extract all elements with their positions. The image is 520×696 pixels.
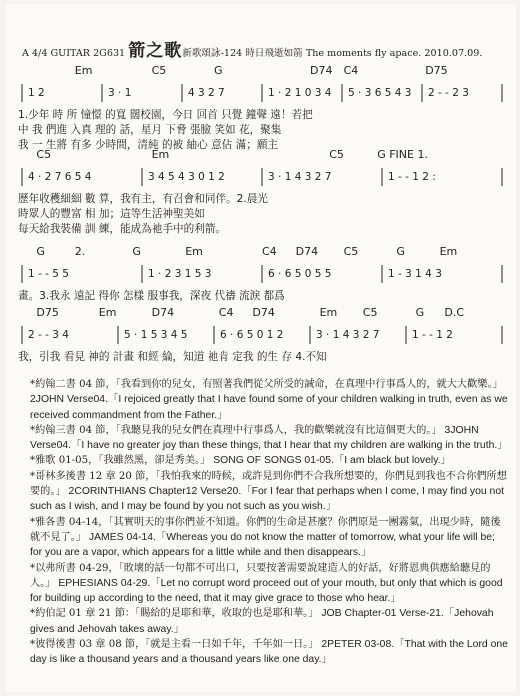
chord-symbol: G	[36, 245, 45, 258]
chord-symbol: G FINE 1.	[377, 148, 428, 161]
reference-chinese: *以弗所書 04-29，「敗壞的話一句都不可出口，只要按著需要說建造人的好話，好將恩典供應給聽見的人。」	[30, 562, 491, 589]
chord-symbol: Em	[185, 245, 203, 258]
song-title: 箭之歌	[128, 41, 183, 61]
measure-notes: 3 · 1 4 3 2 7	[268, 171, 332, 183]
measure-notes: 4 · 2 7 6 5 4	[28, 171, 92, 183]
reference-chinese: *約翰二書 04 節，「我看到你的兒女，有照著我們從父所受的誡命，在真理中行事爲人的，就大大歡樂。」	[30, 379, 503, 390]
chord-symbol: C4	[218, 306, 234, 319]
chord-symbol: D74	[295, 245, 319, 258]
measure-notes: 6 · 6 5 0 1 2	[220, 329, 284, 341]
reference-item	[30, 515, 508, 561]
reference-english: SONG OF SONGS 01-05.「I am black but lovely.」	[210, 455, 451, 467]
chord-symbol: D74	[151, 306, 175, 319]
lyric-line: 時眾人的豐富 相 加；這等生活神聖美如	[18, 208, 205, 220]
chord-symbol: 2.	[74, 245, 86, 258]
measure-notes: 3 · 1	[108, 87, 132, 99]
reference-item	[30, 637, 508, 668]
chord-symbol: D75	[425, 64, 448, 77]
reference-item	[30, 453, 508, 468]
chord-symbol: Em	[439, 245, 458, 258]
reference-item	[30, 377, 508, 423]
chord-symbol: Em	[319, 306, 338, 319]
lyric-line: 1.少年 時 所 憧憬 的寬 闊校園，今日 回首 只覺 鐘聲 遠！若把	[18, 109, 313, 121]
reference-chinese: *雅各書 04-14，「其實明天的事你們並不知道。你們的生命是甚麼？你們原是一團霧氣，出現少時，隨後就不見了。」	[30, 516, 501, 543]
lyric-line: 歷年收穫細細 數 算，我有主，有召會和同伴。2.晨光	[18, 193, 268, 205]
measure-notes: 1 · 2 3 1 5 3	[148, 268, 212, 280]
chord-symbol: C5	[36, 148, 52, 161]
chord-symbol: D75	[36, 306, 59, 319]
measure-notes: 1 - - 1 2 :	[388, 171, 436, 183]
reference-item	[30, 469, 508, 515]
measure-notes: 1 2	[28, 87, 45, 99]
chord-symbol: D74	[252, 306, 275, 319]
reference-chinese: *雅歌 01-05，「我雖然黑，卻是秀美。」	[30, 455, 211, 467]
reference-english: JAMES 04-14.「Whereas you do not know the matter of tomorrow, what your life will be; for you are a vapor, which appears for a little while and then disappears.」	[30, 531, 495, 559]
measure-notes: 5 · 3 6 5 4 3	[348, 87, 412, 99]
chord-symbol: G	[396, 245, 405, 258]
reference-item	[30, 606, 508, 637]
chord-symbol: G	[415, 306, 425, 319]
reference-item	[30, 561, 508, 607]
reference-english: 2CORINTHIANS Chapter12 Verse20.「For I fear that perhaps when I come, I may find you not such as I wish, and I may be found by you not such as you wish.」	[30, 486, 504, 513]
chord-symbol: C5	[362, 306, 378, 319]
lyric-line: 我 一 生將 有多 少時間，清純 的被 紬心 意佔 滿；願主	[18, 139, 279, 151]
measure-notes: 2 - - 2 3	[428, 87, 469, 99]
chord-symbol: C5	[151, 64, 167, 77]
measure-notes: 1 - - 5 5	[28, 268, 69, 280]
reference-english: JOB Chapter-01 Verse-21.「Jehovah gives and Jehovah takes away.」	[30, 608, 494, 635]
chord-symbol: Em	[98, 306, 117, 319]
lyric-line: 我，引我 看見 神的 計畫 和經 綸，知道 祂肯 定我 的生 存 4.不知	[18, 351, 327, 363]
chord-symbol: D.C	[444, 306, 465, 319]
measure-notes: 4 3 2 7	[188, 87, 225, 99]
lyric-line: 畫。3.我永 遠記 得你 怎樣 服事我，深夜 代禱 流淚 都爲	[18, 290, 285, 302]
scripture-references	[30, 377, 508, 668]
reference-english: EPHESIANS 04-29.「Let no corrupt word proceed out of your mouth, but only that which is good for building up according to the need, that it may give grace to those who hear.」	[30, 577, 503, 605]
chord-symbol: C5	[329, 148, 344, 161]
measure-notes: 1 - - 1 2	[412, 329, 453, 341]
reference-english: 2PETER 03-08.「That with the Lord one day is like a thousand years and a thousand years like one day.」	[30, 639, 508, 666]
reference-english: 3JOHN Verse04.「I have no greater joy than these things, that I hear that my children are walking in the truth.」	[30, 424, 508, 452]
measure-notes: 5 · 1 5 3 4 5	[124, 329, 188, 341]
chord-symbol: C4	[262, 245, 277, 258]
measure-notes: 1 - 3 1 4 3	[388, 268, 442, 280]
chord-symbol: G	[214, 64, 223, 77]
measure-notes: 1 · 2 1 0 3 4	[268, 87, 332, 99]
reference-chinese: *約翰三書 04 節，「我聽見我的兒女們在真理中行事爲人，我的歡樂就沒有比這個更大的。」	[30, 424, 442, 436]
chord-symbol: Em	[151, 148, 170, 161]
measure-notes: 3 4 5 4 3 0 1 2	[148, 171, 225, 183]
lyric-line: 每天給我裝備 訓 練，能成為祂手中的利箭。	[18, 223, 227, 235]
reference-english: 2JOHN Verse04.「I rejoiced greatly that I have found some of your children walking in truth, even as we received commandment from the Father.」	[30, 394, 508, 421]
reference-chinese: *彼得後書 03 章 08 節，「就是主看一日如千年，千年如一日。」	[30, 639, 319, 651]
reference-chinese: *哥林多後書 12 章 20 節，「我怕我來的時候，或許見到你們不合我所想要的，你們見到我也不合你們所想要的。」	[30, 470, 507, 498]
measure-notes: 6 · 6 5 0 5 5	[268, 268, 332, 280]
chord-symbol: C5	[343, 245, 359, 258]
reference-item	[30, 423, 508, 454]
reference-chinese: *約伯記 01 章 21 節：「賜給的是耶和華，收取的也是耶和華。」	[30, 608, 319, 620]
chord-symbol: D74	[310, 64, 333, 77]
measure-notes: 2 - - 3 4	[28, 329, 69, 341]
chord-symbol: C4	[343, 64, 359, 77]
chord-symbol: Em	[74, 64, 93, 77]
song-subtitle: 新歌頌詠-124 時日飛逝如箭 The moments fly apace. 2010.07.09.	[182, 48, 483, 59]
lyric-line: 中 我 們進 入真 理的 話，星月 下脅 張臉 笑如 花，聚集	[18, 124, 282, 136]
song-meta: A 4/4 GUITAR 2G631	[22, 48, 126, 59]
chord-symbol: G	[132, 245, 141, 258]
measure-notes: 3 · 1 4 3 2 7	[316, 329, 380, 341]
